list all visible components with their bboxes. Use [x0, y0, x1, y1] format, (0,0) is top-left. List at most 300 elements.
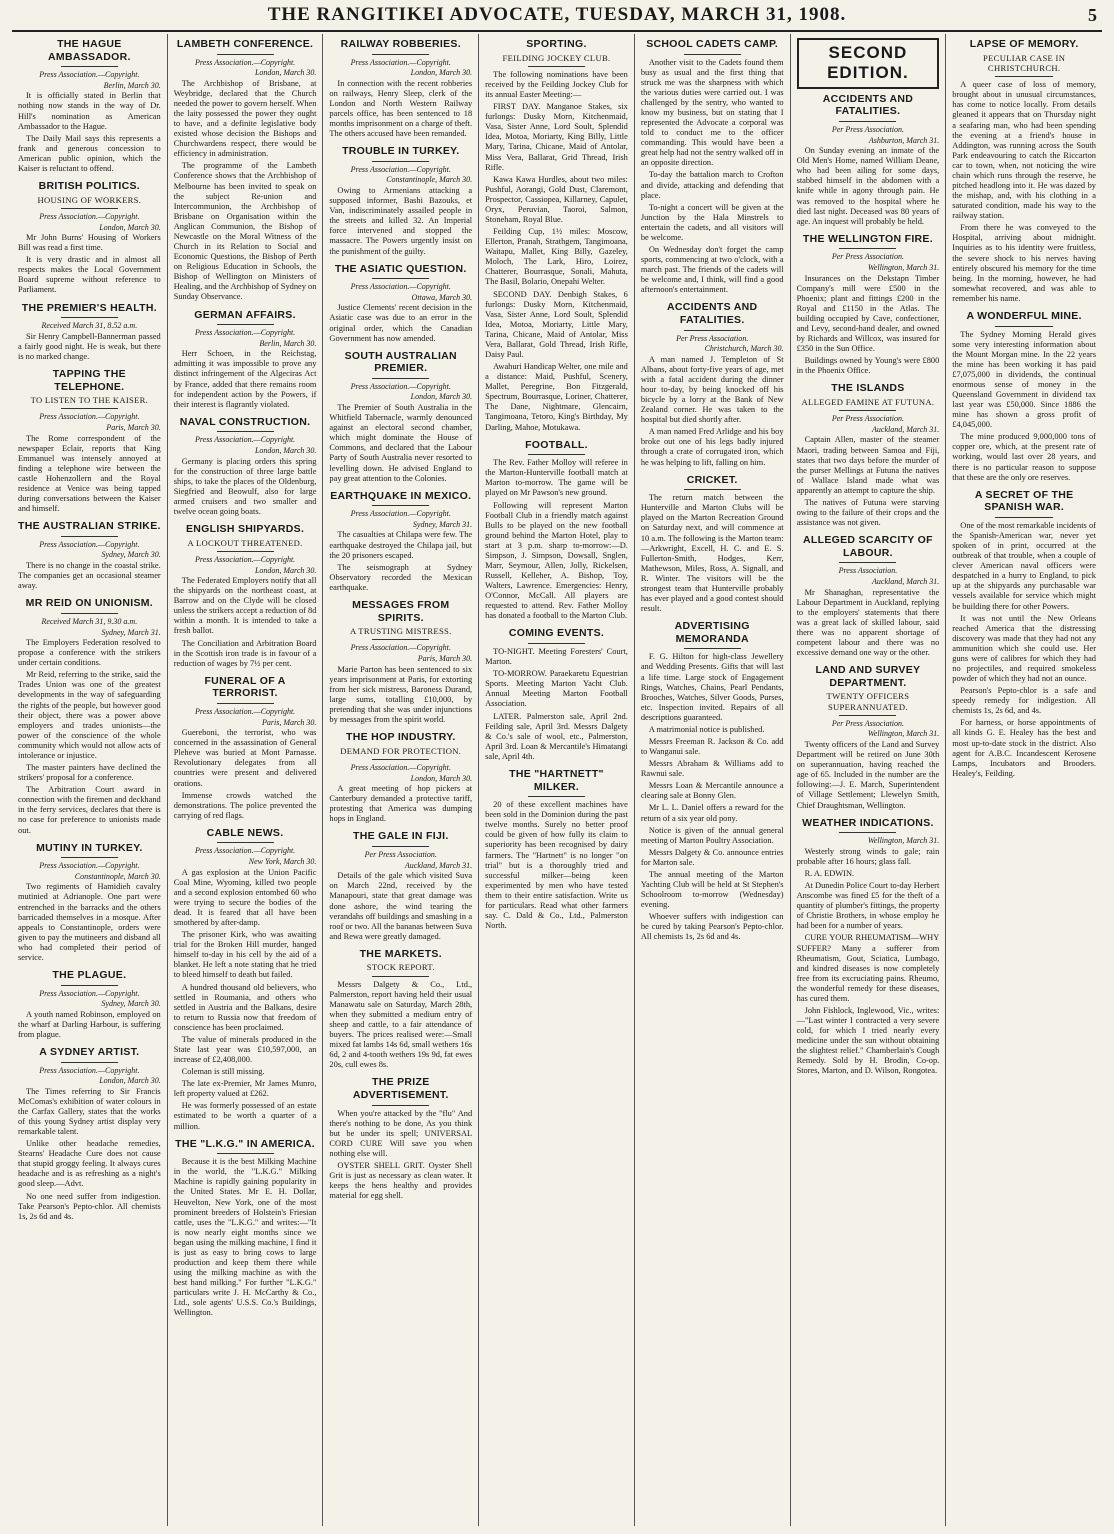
article-headline: GERMAN AFFAIRS. — [194, 308, 296, 321]
dateline: Press Association.—Copyright. — [350, 381, 451, 391]
divider — [61, 1062, 118, 1063]
divider — [839, 562, 896, 563]
paragraph: SECOND DAY. Denbigh Stakes, 6 furlongs: Dusky Morn, Kitchenmaid, Vasa, Sister Anne, Lord Soult, Splendid Idea, Motoa, Moriarty, Little Mary, Tarina, Chicane, Maid of Antolar, Miss Vera, Ballarat, Gold Thread, Irish Rifle, Daisy Paul. — [485, 289, 628, 360]
article — [329, 1076, 472, 1201]
paragraph: The master painters have declined the strikers' proposal for a conference. — [18, 763, 161, 783]
paragraph: Whoever suffers with indigestion can be cured by taking Pearson's Pepto-chlor. All chemists 1s, 2s 6d and 4s. — [640, 912, 784, 942]
paragraph: The Arbitration Court award in connection with the firemen and deckhand in the ferry services, declares that there is no case for preference to unionists made out. — [18, 785, 161, 835]
article — [174, 416, 317, 517]
paragraph: On Sunday evening an inmate of the Old Men's Home, named William Deane, who had been ailing for some days, stabbed himself in the abdomen with a knife while in agony through pain. He was removed to the hospital where he died last night. Deceased was 80 years of age. An inquest will probably be held. — [796, 146, 940, 226]
divider — [684, 489, 741, 490]
dateline: Press Association.—Copyright. — [350, 509, 451, 519]
article — [485, 38, 628, 433]
paragraph: Pearson's Pepto-chlor is a safe and speedy remedy for indigestion. All chemists 1s, 2s 6d, and 4s. — [952, 686, 1096, 716]
divider — [528, 643, 585, 644]
column-2 — [168, 34, 324, 1526]
article — [174, 309, 317, 410]
article-headline: THE WELLINGTON FIRE. — [802, 232, 933, 245]
paragraph: Twenty officers of the Land and Survey Department will be retired on June 30th on superannuation, having reached the age of 65. Included in the number are the following:—J. E. March, Superintendent of Village Settlement; Llewelyn Smith, Chief Draughtsman, Wellington. — [796, 740, 940, 810]
article — [329, 830, 472, 941]
newspaper-title: THE RANGITIKEI ADVOCATE, TUESDAY, MARCH 31, 1908. — [267, 4, 847, 25]
divider — [372, 639, 429, 640]
paragraph: No one need suffer from indigestion. Take Pearson's Pepto-chlor. All chemists 1s, 2s 6d and 4s. — [18, 1191, 161, 1221]
location-date: Berlin, March 30. — [103, 80, 161, 90]
article — [174, 1138, 317, 1319]
paragraph: It was not until the New Orleans reached America that the distressing discovery was made that they had not any ammunition which she could use. Her guns were of calibres for which they had no projectiles, and required smokeless powder of which they had not an ounce. — [952, 613, 1096, 684]
article-headline: THE "L.K.G." IN AMERICA. — [175, 1137, 315, 1150]
dateline: Press Association.—Copyright. — [39, 70, 140, 80]
paragraph: Messrs Freeman R. Jackson & Co. add to Wanganui sale. — [640, 736, 784, 757]
paragraph: The Employers Federation resolved to propose a conference with the strikers under certain conditions. — [18, 638, 161, 668]
divider — [61, 536, 118, 537]
location-date: London, March 30. — [410, 392, 473, 402]
article — [329, 490, 472, 593]
article — [641, 38, 784, 295]
paragraph: The Federated Employers notify that all the shipyards on the northeast coast, at Barrow and on the Clyde will be closed unless the strikers accept a reduction of 8d within a month. It is intended to take a fresh ballot. — [173, 576, 317, 636]
column-6 — [791, 34, 947, 1526]
location-date: Auckland, March 31. — [872, 576, 940, 586]
dateline: Press Association.—Copyright. — [194, 328, 296, 338]
divider — [61, 208, 118, 209]
location-date: Auckland, March 31. — [404, 860, 473, 870]
location-date: London, March 30. — [254, 68, 317, 78]
paragraph: Mr Reid, referring to the strike, said the Trades Union was one of the greatest developments in the way of safeguarding the rights of the people, but however good their object, there was a power above employers and trades unionists—the power of the conscience of the whole community which would not allow acts of intolerance or injustice. — [18, 670, 161, 760]
article — [329, 731, 472, 824]
dateline: Press Association.—Copyright. — [194, 706, 296, 716]
dateline: Press Association.—Copyright. — [194, 57, 296, 67]
paragraph: One of the most remarkable incidents of the Spanish-American war, never yet spoken of in print, occurred at the outbreak of that trouble, when a couple of clever American naval officers were despatched in a hurry to England, to pick up at the shipyards any purchasable war vessels available for service which might be building there for other Powers. — [952, 520, 1096, 611]
article-subheadline: FEILDING JOCKEY CLUB. — [502, 52, 611, 63]
dateline: Per Press Association. — [831, 414, 905, 424]
article-headline: NAVAL CONSTRUCTION. — [179, 415, 311, 428]
location-date: Auckland, March 31. — [872, 424, 940, 434]
article — [641, 620, 784, 942]
column-1 — [12, 34, 168, 1526]
divider — [217, 54, 274, 55]
paragraph: The seismograph at Sydney Observatory recorded the Mexican earthquake. — [329, 562, 473, 592]
article — [18, 520, 161, 591]
location-date: Wellington, March 31. — [867, 729, 940, 739]
article-subheadline: ALLEGED FAMINE AT FUTUNA. — [801, 396, 935, 407]
paragraph: There is no change in the coastal strike. The companies get an occasional steamer away. — [18, 561, 161, 591]
location-date: London, March 30. — [410, 773, 473, 783]
article-headline: LAND AND SURVEY DEPARTMENT. — [815, 664, 921, 689]
divider — [684, 330, 741, 331]
article — [329, 38, 472, 139]
article — [952, 38, 1096, 304]
paragraph: To-night a concert will be given at the Junction by the Hala Minstrels to entertain the cadets, and all visitors will be welcome. — [640, 202, 784, 242]
article-headline: A SYDNEY ARTIST. — [39, 1046, 140, 1058]
divider — [217, 1153, 274, 1154]
divider — [684, 648, 741, 649]
divider — [528, 796, 585, 797]
divider — [217, 842, 274, 843]
divider — [372, 54, 429, 55]
paragraph: John Fishlock, Inglewood, Vic., writes:—"Last winter I contracted a very severe cold, for which I tried nearly every medicine under the sun without obtaining the slightest relief." Chamberlain's Cough Remedy. Sold by H. Brodin, Co-op. Stores, Marton, and D. Wilson, Rongotea. — [796, 1005, 940, 1076]
dateline: Per Press Association. — [676, 333, 749, 343]
dateline: Press Association.—Copyright. — [39, 539, 140, 549]
location-date: Paris, March 30. — [106, 423, 161, 433]
divider — [528, 454, 585, 455]
paragraph: Immense crowds watched the demonstrations. The police prevented the carrying of red flags. — [173, 790, 317, 820]
divider — [372, 846, 429, 847]
dateline: Received March 31, 9.30 a.m. — [41, 616, 138, 626]
article — [485, 768, 628, 931]
page-number: 5 — [1088, 5, 1098, 25]
article-headline: TROUBLE IN TURKEY. — [342, 145, 460, 158]
location-date: Paris, March 30. — [417, 654, 473, 664]
divider — [372, 278, 429, 279]
article — [18, 842, 161, 963]
article-headline: THE "HARTNETT" MILKER. — [509, 767, 604, 793]
article-headline: THE HOP INDUSTRY. — [346, 731, 456, 744]
paragraph: Messrs Loan & Mercantile announce a clearing sale at Bonny Glen. — [640, 781, 784, 801]
dateline: Received March 31, 8.52 a.m. — [41, 321, 138, 331]
dateline: Press Association.—Copyright. — [39, 988, 140, 998]
article-headline: TAPPING THE TELEPHONE. — [52, 367, 126, 393]
paragraph: LATER. Palmerston sale, April 2nd. Feilding sale, April 3rd. Messrs Dalgety & Co.'s sale of wool, etc., Palmerston, April 3rd. Loan & Mercantile's Himatangi sale, April 4th. — [485, 711, 628, 761]
paragraph: Germany is placing orders this spring for the construction of three large battle ships, to take the places of the Oldenburg, Siegfried and Beowulf, also for large armed cruisers and two smaller and twelve ocean going boats. — [173, 456, 317, 516]
dateline: Press Association. — [838, 566, 898, 576]
paragraph: Mr John Burns' Housing of Workers Bill was read a first time. — [18, 233, 161, 253]
paragraph: The Rev. Father Molloy will referee in the Marton-Hunterville football match at Marton to-morrow. The game will be played on Mr Pawson's new ground. — [485, 458, 628, 498]
article — [797, 38, 940, 227]
location-date: Sydney, March 30. — [101, 999, 161, 1009]
article — [797, 534, 940, 658]
divider — [995, 517, 1052, 518]
article — [485, 627, 628, 761]
dateline: Press Association.—Copyright. — [39, 211, 140, 221]
location-date: Ottawa, March 30. — [411, 292, 473, 302]
article-headline: FOOTBALL. — [525, 438, 588, 451]
paragraph: Kawa Kawa Hurdles, about two miles: Pushful, Aorangi, Gold Dust, Claremont, Prospector, Cassiopea, Killarney, Capulet, Oryx, Peruvian, Taoroi, Salmon, Stoneham, Royal Blue. — [485, 174, 628, 224]
divider — [372, 976, 429, 977]
divider — [217, 703, 274, 704]
paragraph: Justice Clements' recent decision in the Asiatic case was due to an error in the original order, which the Canadian Government has now amended. — [329, 303, 473, 343]
article-headline: SOUTH AUSTRALIAN PREMIER. — [344, 349, 457, 375]
paragraph: The Premier of South Australia in the Whitfield Tabernacle, warmly denounced against an electoral second chamber, which might dominate the House of Commons, and declared that the Labour Party of South Australia never resorted to levelling down. He advised England to pay great attention to the Colonies. — [329, 403, 473, 483]
paragraph: Messrs Abraham & Williams add to Rawnui sale. — [640, 759, 784, 779]
location-date: Berlin, March 30. — [259, 338, 317, 348]
divider — [839, 121, 896, 122]
location-date: Wellington, March 31. — [867, 262, 940, 272]
article-headline: A SECRET OF THE SPANISH WAR. — [974, 488, 1074, 514]
article-headline: ALLEGED SCARCITY OF LABOUR. — [803, 534, 933, 559]
paragraph: The following nominations have been received by the Feilding Jockey Club for its annual Easter Meeting:— — [485, 69, 628, 100]
article-headline: CRICKET. — [686, 473, 738, 486]
column-3 — [323, 34, 479, 1526]
article — [952, 310, 1096, 483]
paragraph: Unlike other headache remedies, Stearns' Headache Cure does not cause that stupid groggy feeling. It always cures headache and is as refreshing as a night's good sleep.—Advt. — [18, 1139, 161, 1189]
paragraph: A youth named Robinson, employed on the wharf at Darling Harbour, is suffering from plague. — [18, 1009, 161, 1039]
divider — [684, 54, 741, 55]
paragraph: A matrimonial notice is published. — [648, 724, 765, 734]
article — [797, 664, 940, 811]
divider — [528, 66, 585, 67]
article — [329, 350, 472, 484]
location-date: Sydney, March 30. — [101, 550, 161, 560]
paragraph: It is very drastic and in almost all respects makes the Local Government Board supreme without reference to Parliament. — [18, 255, 161, 295]
column-4 — [479, 34, 635, 1526]
article-headline: BRITISH POLITICS. — [38, 180, 141, 192]
paragraph: The late ex-Premier, Mr James Munro, left property valued at £262. — [173, 1079, 317, 1099]
article-headline: THE ISLANDS — [831, 382, 905, 395]
location-date: Wellington, March 31. — [867, 836, 940, 846]
paragraph: A queer case of loss of memory, brought about in unusual circumstances, has come to notice locally. From details gleaned it appears that on Thursday night a seafaring man, who had been spending the evening at a friend's house in Addington, was running across the South Park endeavouring to catch the Riccarton car to town, when, not noticing the wire chain which runs through the reserve, he pitched headlong into it. He was dazed by the mishap, and, with his clothing in a saturated condition, made his way to the railway station. — [952, 80, 1096, 221]
article-headline: SPORTING. — [526, 38, 587, 50]
article — [18, 1046, 161, 1222]
article — [641, 301, 784, 467]
paragraph: The Daily Mail says this represents a frank and generous concession to American public opinion, which the Kaiser is reluctant to offend. — [18, 133, 161, 173]
dateline: Press Association.—Copyright. — [194, 846, 296, 856]
paragraph: Awahuri Handicap Welter, one mile and a distance: Maid, Pushful, Scenery, Mallet, Peregrine, Bon Fitzgerald, Spectrum, Bourrasque, Loriner, Chatterer, The Dane, Nightmare, Glencairn, Tangimoana, Tetoro, King's Birthday, My Darling, Mahoe, Motukawa. — [485, 362, 628, 432]
paragraph: Westerly strong winds to gale; rain probable after 16 hours; glass fall. — [796, 846, 940, 866]
article-headline: MR REID ON UNIONISM. — [25, 597, 154, 610]
dateline: Press Association.—Copyright. — [350, 164, 451, 174]
divider — [217, 324, 274, 325]
location-date: Constantinople, March 30. — [74, 871, 161, 881]
article-headline: THE PLAGUE. — [52, 968, 127, 981]
location-date: Constantinople, March 30. — [386, 175, 473, 185]
paragraph: The Times referring to Sir Francis McComas's exhibition of water colours in the Carfax Gallery, states that the works of this young Sydney artist display very remarkable talent. — [18, 1086, 161, 1137]
article — [18, 597, 161, 835]
article — [174, 523, 317, 669]
article — [797, 382, 940, 528]
paragraph: For harness, or horse appointments of all kinds G. E. Healey has the best and most up-to-date stock in the district. Also agent for A.B.C. Incandescent Kerosene Lamps, Incubators and Brooders. Healey's, Feilding. — [952, 718, 1096, 778]
paragraph: Owing to Armenians attacking a supposed informer, Bashi Bazouks, et Van, indiscriminately assailed people in the streets and killed 32. An Imperial force intervened and stopped the massacre. The Powers urgently insist on the punishment of the guilty. — [329, 186, 473, 256]
article-headline: WEATHER INDICATIONS. — [802, 816, 934, 829]
paragraph: At Dunedin Police Court to-day Herbert Anscombe was fined £5 for the theft of a quantity of plumber's fittings, the property of Christie Brothers, in whose employ he had been for a number of years. — [796, 881, 940, 931]
paragraph: A hundred thousand old believers, who settled in Roumania, and others who settled in Austria and the Balkans, desire to return to Russia now that freedom of conscience has been proclaimed. — [173, 982, 317, 1032]
newspaper-columns — [12, 34, 1102, 1526]
paragraph: In connection with the recent robberies on railways, Henry Sleep, clerk of the London and North Western Railway parcels office, has been sentenced to 18 months imprisonment on a charge of theft. The others accused have been remanded. — [329, 78, 473, 139]
article — [797, 233, 940, 377]
divider — [372, 505, 429, 506]
divider — [61, 317, 118, 318]
dateline: Press Association.—Copyright. — [39, 412, 140, 422]
edition-banner: SECOND EDITION. — [797, 38, 940, 89]
article-subheadline: STOCK REPORT. — [366, 962, 435, 973]
article — [329, 599, 472, 725]
dateline: Press Association.—Copyright. — [194, 554, 296, 564]
paragraph: Because it is the best Milking Machine in the world, the "L.K.G." Milking Machine is rapidly gaining popularity in the United States. Mr E. H. Dollar, Heuvelton, New York, one of the most prominent breeders of Holstein's Friesian cattle, uses the "L.K.G." and writes:—"It is now nearly eight months since we began using the milking machine, I find it is just as easy to bring cows to large production and keep them there while using the milking machine as with the best hand milking." For further "L.K.G." particulars write J. H. McCarthy & Co., Ltd., sole agents' U.S.S. Co.'s Buildings, Wellington. — [173, 1157, 317, 1318]
article-headline: SCHOOL CADETS CAMP. — [646, 38, 779, 50]
dateline: Per Press Association. — [831, 718, 905, 728]
paragraph: Marie Parton has been sentenced to six years imprisonment at Paris, for extorting from her sick mistress, Baroness Durand, large sums, totalling £10,000, by pretending that she was under injunctions by messages from the spirit world. — [329, 664, 473, 724]
location-date: London, March 30. — [99, 222, 161, 232]
divider — [61, 613, 118, 614]
dateline: Per Press Association. — [831, 124, 905, 134]
dateline: Press Association.—Copyright. — [39, 861, 140, 871]
location-date: London, March 30. — [99, 1076, 161, 1086]
divider — [995, 326, 1052, 327]
article — [485, 439, 628, 622]
paragraph: Captain Allen, master of the steamer Maori, trading between Samoa and Fiji, states that two days before the murder of the purser Mellings at Futuna the natives of Wallace Island made what was apparently an attempt to capture the ship. — [796, 435, 940, 495]
article — [18, 302, 161, 362]
divider — [839, 410, 896, 411]
column-7 — [946, 34, 1102, 1526]
article-headline: LAPSE OF MEMORY. — [969, 38, 1079, 50]
dateline: Press Association.—Copyright. — [350, 643, 451, 653]
article-subheadline: A LOCKOUT THREATENED. — [187, 537, 303, 548]
column-5 — [635, 34, 791, 1526]
article-headline: MUTINY IN TURKEY. — [36, 841, 143, 854]
paragraph: Messrs Dalgety & Co., Ltd., Palmerston, report having held their usual Manawatu sale on Saturday, March 28th, when they submitted a medium entry of sheep and cattle, to a fair attendance of buyers. The prices realised were:—Small mixed fat lambs 14s 6d, small wethers 16s 6d, 2 and 4-tooth wethers 19s 9d, fat ewes 20s, cull ewes 8s. — [329, 979, 473, 1070]
article-headline: A WONDERFUL MINE. — [966, 309, 1082, 322]
paragraph: The Sydney Morning Herald gives some very interesting information about the Mount Morgan mine. In the 22 years the mine has been working it has paid £7,075,000 in dividends, the continual enormous sense of money in the Queensland Government in dividend tax last year was £50,000. Since 1886 the mine has shown a gross profit of £4,045,000. — [952, 329, 1096, 430]
divider — [995, 76, 1052, 77]
paragraph: The annual meeting of the Marton Yachting Club will be held at St Stephen's Schoolroom to-morrow (Wednesday) evening. — [640, 869, 784, 910]
paragraph: To-day the battalion march to Crofton and divide, attacking and defending that place. — [640, 170, 784, 200]
dateline: Press Association.—Copyright. — [350, 57, 451, 67]
paragraph: Guereboni, the terrorist, who was concerned in the assassination of General Pleheve was buried at Mont Parnasse. Revolutionary delegates from all countries were present and delivered orations. — [173, 728, 317, 788]
dateline: Press Association.—Copyright. — [350, 282, 451, 292]
paragraph: TO-NIGHT. Meeting Foresters' Court, Marton. — [485, 647, 628, 667]
paragraph: A gas explosion at the Union Pacific Coal Mine, Wyoming, killed two people and a second explosion entombed 60 who were trying to secure the bodies of the dead. It is feared that all have been smothered by after-damp. — [173, 867, 317, 928]
location-date: Ashburton, March 31. — [868, 135, 940, 145]
divider — [372, 1105, 429, 1106]
article-headline: ADVERTISING MEMORANDA — [674, 620, 750, 645]
article-subheadline: DEMAND FOR PROTECTION. — [340, 745, 462, 756]
divider — [372, 161, 429, 162]
divider — [839, 715, 896, 716]
divider — [61, 408, 118, 409]
location-date: London, March 30. — [410, 68, 473, 78]
paragraph: F. G. Hilton for high-class Jewellery and Wedding Presents. Gifts that will last a life time. Large stock of Engagement Rings, Watches, Chains, Pearl Pendants, Brooches, Watches, Silver Goods, Purses, etc. Inspection invited. Repairs of all descriptions guaranteed. — [640, 652, 784, 722]
paragraph: The prisoner Kirk, who was awaiting trial for the Broken Hill murder, hanged himself to-day in his cell by the aid of a blanket. He left a note stating that he tried to bleed himself to death but failed. — [173, 930, 317, 980]
paragraph: TO-MORROW. Paraekaretu Equestrian Sports. Meeting Marton Yacht Club. Annual Meeting Marton Football Association. — [485, 669, 628, 709]
paragraph: The natives of Futuna were starving owing to the failure of their crops and the assistance was not given. — [796, 497, 940, 528]
paragraph: The Rome correspondent of the newspaper Eclair, reports that King Emmanuel was intensely annoyed at finding a telephone wire between the castle Hohenzollern and the Royal residence at Venice was being tapped during conversations between the Kaiser and himself. — [18, 433, 161, 514]
article-headline: COMING EVENTS. — [508, 627, 605, 640]
location-date: Sydney, March 31. — [412, 519, 473, 529]
article-subheadline: TWENTY OFFICERS SUPERANNUATED. — [826, 691, 910, 712]
article-headline: THE HAGUE AMBASSADOR. — [48, 38, 131, 63]
paragraph: Coleman is still missing. — [181, 1067, 265, 1077]
dateline: Per Press Association. — [364, 850, 437, 860]
paragraph: Herr Schoen, in the Reichstag, admitting it was impossible to prove any distinct infringement of the Algeciras Act by France, added that there remains room for independent action by the Powers, if their interest is flagrantly violated. — [173, 349, 317, 409]
paragraph: Feilding Cup, 1½ miles: Moscow, Ellerton, Pranah, Strathgem, Tangimoana, Waitapu, Mallet, King Billy, Gazeley, Moloch, The Lark, Hiro, Loirez, Chatterer, Bourrasque, Sonali, Mahuta, The Basil, Bolario, Onepahi Welter. — [485, 227, 628, 287]
article-headline: MESSAGES FROM SPIRITS. — [352, 598, 450, 624]
article — [18, 180, 161, 296]
masthead — [12, 0, 1102, 32]
article-headline: ACCIDENTS AND FATALITIES. — [666, 301, 758, 326]
paragraph: A man named J. Templeton of St Albans, about forty-five years of age, met with a fatal accident during the dinner hour to-day, by being knocked off his bicycle by a lorry at the Bank of New Zealand corner. He was taken to the hospital but died shortly after. — [640, 354, 784, 425]
location-date: Christchurch, March 30. — [704, 344, 784, 354]
divider — [61, 985, 118, 986]
location-date: London, March 30. — [254, 565, 317, 575]
article-headline: THE GALE IN FIJI. — [353, 830, 449, 843]
paragraph: Messrs Dalgety & Co. announce entries for Marton sale. — [640, 847, 784, 867]
paragraph: On Wednesday don't forget the camp sports, commencing at two o'clock, with a march past. The friends of the cadets will be welcome and, I think, will find a good afternoon's entertainment. — [640, 245, 784, 295]
paragraph: OYSTER SHELL GRIT. Oyster Shell Grit is just as necessary as clean water. It keeps the hens healthy and provides material for egg shell. — [329, 1161, 473, 1201]
article-headline: LAMBETH CONFERENCE. — [176, 38, 314, 50]
paragraph: CURE YOUR RHEUMATISM—WHY SUFFER? Many a sufferer from Rheumatism, Gout, Sciatica, Lumbago, and kindred diseases is now completely free from its excruciating pains. Rheumo, the wonderful remedy for these diseases, has cured them. — [796, 933, 940, 1003]
paragraph: A great meeting of hop pickers at Canterbury demanded a protective tariff, protesting that America was dumping hops in England. — [329, 784, 473, 824]
paragraph: R. A. EDWIN. — [804, 868, 855, 878]
paragraph: Mr Shanaghan, representative the Labour Department in Auckland, replying to the employers' statements that there was a great lack of skilled labour, said there was no apparent shortage of competent labour and there was no excessive demand one way or the other. — [796, 587, 940, 657]
article-headline: RAILWAY ROBBERIES. — [340, 38, 461, 50]
divider — [217, 551, 274, 552]
paragraph: It is officially stated in Berlin that nothing now stands in the way of Dr. Hill's nomination as American Ambassador to the Hague. — [18, 91, 161, 131]
location-date: Paris, March 30. — [262, 717, 317, 727]
paragraph: Buildings owned by Young's were £800 in the Phoenix Office. — [796, 356, 940, 376]
article — [952, 489, 1096, 779]
divider — [61, 857, 118, 858]
paragraph: Details of the gale which visited Suva on March 22nd, received by the Manapouri, state that great damage was done ashore, the wind tearing the verandahs off buildings and smashing in a roof or two. All the bananas between Suva and Rewa were greatly damaged. — [329, 871, 473, 941]
divider — [61, 66, 118, 67]
divider — [372, 759, 429, 760]
article — [329, 263, 472, 344]
divider — [372, 378, 429, 379]
article — [18, 969, 161, 1040]
article-subheadline: A TRUSTING MISTRESS. — [349, 626, 452, 637]
article-headline: THE PREMIER'S HEALTH. — [21, 301, 157, 314]
paragraph: From there he was conveyed to the Hospital, arriving about midnight. Inquiries as to his identity were fruitless, the severe shock to his nerves having entirely obscured his memory for the time being. In the morning, however, he had somewhat recovered, and was able to remember his name. — [952, 223, 1096, 303]
article — [797, 817, 940, 1077]
paragraph: Notice is given of the annual general meeting of Marton Poultry Association. — [640, 825, 784, 845]
article-headline: THE MARKETS. — [359, 947, 442, 960]
divider — [217, 431, 274, 432]
location-date: London, March 30. — [254, 445, 317, 455]
article-headline: THE PRIZE ADVERTISEMENT. — [352, 1076, 449, 1102]
article — [174, 827, 317, 1132]
paragraph: 20 of these excellent machines have been sold in the Dominion during the past twelve months. Surely no better proof could be given of how fully its claim to superiority has been recognised by dairy farmers. The "Hartnett" is no longer "on trial" but is a thoroughly tried and successful milker—being keen experimented by men who have tested them to their entire satisfaction. Write us for particulars. Read what other farmers say. C. Dald & Co., Ltd., Palmerston North. — [485, 800, 628, 931]
article — [329, 145, 472, 256]
article — [174, 38, 317, 303]
dateline: Press Association.—Copyright. — [194, 435, 296, 445]
article — [18, 38, 161, 174]
divider — [839, 248, 896, 249]
article-headline: ENGLISH SHIPYARDS. — [185, 523, 305, 535]
paragraph: The programme of the Lambeth Conference shows that the Archbishop of Melbourne has been invited to speak on the subject Re-union and Intercommunion, the Archbishop of Brisbane on Organisation within the Anglican Communion, the Bishop of Newcastle on the Moral Witness of the Church in its Relation to Social and Economic Questions, the Bishop of Perth on Religious Education in Schools, the Bishop of Wellington on Ministers of Healing, and the Archbishop of Sydney on Sunday Observance. — [173, 161, 317, 302]
location-date: New York, March 30. — [248, 857, 317, 867]
article-subheadline: TO LISTEN TO THE KAISER. — [30, 395, 149, 406]
article-subheadline: HOUSING OF WORKERS. — [37, 194, 142, 205]
dateline: Per Press Association. — [831, 252, 905, 262]
paragraph: The return match between the Hunterville and Marton Clubs will be played on the Marton Recreation Ground on Saturday next, and will commence at 10 a.m. The following is the Marton team:—Arkwright, Excell, H. C. and E. S. Fullerton-Smith, Hodges, Kerr, Mathewson, Miles, Ross, A. Signall, and R. Winter. The visitors will be the strongest team that Hunterville probably has ever played and a good contest should result. — [640, 493, 784, 614]
dateline: Press Association.—Copyright. — [39, 1065, 140, 1075]
article-headline: FUNERAL OF A TERRORIST. — [204, 674, 286, 700]
paragraph: The casualties at Chilapa were few. The earthquake destroyed the Chilapa jail, but the 20 prisoners escaped. — [329, 530, 473, 560]
paragraph: The Archbishop of Brisbane, at Weybridge, declared that the Church needed the power to govern herself. When the laity possessed the power they ought to have, and a definite legislative body existed whose decision the Bishops and Churchwardens respect, there would be efficiency in administration. — [173, 78, 317, 159]
paragraph: A man named Fred Arlidge and his boy broke out one of his legs badly injured through a crate of corrugated iron, which he was helping to lift, falling on him. — [640, 427, 784, 467]
article — [329, 948, 472, 1071]
paragraph: Mr L. L. Daniel offers a reward for the return of a six year old pony. — [640, 803, 784, 823]
article — [18, 368, 161, 514]
article-subheadline: PECULIAR CASE IN CHRISTCHURCH. — [983, 52, 1066, 73]
paragraph: Following will represent Marton Football Club in a friendly match against Bulls to be played on the new football ground behind the Marton Hotel, play to start at 3 p.m. sharp to-morrow:—D. Simpson, J. Simpson, Dowsall, Snglen, Marr, Seymour, Allen, Jolly, Rickelsen, Russell, Kelleher, A. Bishop, Toy, Walters, Lawrence. Emergencies: Henry, O'Connor, McCall. All players are requested to attend. Rev. Father Molloy has donated a football to the Marton Club. — [485, 500, 628, 621]
dateline: Press Association.—Copyright. — [350, 762, 451, 772]
paragraph: The value of minerals produced in the State last year was £10,597,000, an increase of £2,408,000. — [173, 1034, 317, 1065]
paragraph: The Conciliation and Arbitration Board in the Scottish iron trade is in favour of a reduction of wages by 7½ per cent. — [173, 638, 317, 668]
paragraph: FIRST DAY. Manganoe Stakes, six furlongs: Dusky Morn, Kitchenmaid, Vasa, Sister Anne, Lord Soult, Splendid Idea, Motoa, Moriarty, King Billy, Little Mary, Tarina, Chicane, Maid of Antolar, Miss Vera, Ballarat, Grid Thread, Irish Rifle. — [485, 102, 628, 172]
article-headline: CABLE NEWS. — [206, 826, 284, 839]
paragraph: Two regiments of Hamidieh cavalry mutinied at Adrianople. One part were entrenched in the barracks and the others barricaded themselves in a mosque. After appeals to Constantinople, orders were given to pay the mutineers and disband all who had completed their period of service. — [18, 882, 161, 962]
paragraph: Sir Henry Campbell-Bannerman passed a fairly good night. He is weak, but there is no marked change. — [18, 331, 161, 361]
article-headline: EARTHQUAKE IN MEXICO. — [330, 489, 472, 502]
paragraph: He was formerly possessed of an estate estimated to be worth a quarter of a million. — [173, 1101, 317, 1131]
article — [174, 675, 317, 821]
paragraph: Another visit to the Cadets found them busy as usual and the first thing that struck me was the sharpness with which the various duties were carried out. I was challenged by the sentry, who wanted to know my business, but on stating that I represented the Advocate a corporal was told to conduct me to the officer commanding. This would have been a great help had not the sentry walked off in an opposite direction. — [640, 57, 784, 168]
article-headline: ACCIDENTS AND FATALITIES. — [822, 92, 914, 118]
location-date: Sydney, March 31. — [101, 627, 161, 637]
paragraph: The mine produced 9,000,000 tons of copper ore, which, at the present rate of working, would last over 28 years, and there is no particular reason to suppose that these are the only ore reserves. — [952, 432, 1096, 482]
paragraph: Insurances on the Dekstapn Timber Company's mill were £500 in the Phoenix; plant and fittings £200 in the Royal and £1150 in the Atlas. The building occupied by Cave, confectioner, and Levy, second-hand dealer, and owned by Richards and Willcox, was insured for £350 in the Sun Office. — [796, 273, 940, 354]
article-headline: THE ASIATIC QUESTION. — [334, 262, 467, 275]
divider — [839, 832, 896, 833]
article — [641, 474, 784, 615]
